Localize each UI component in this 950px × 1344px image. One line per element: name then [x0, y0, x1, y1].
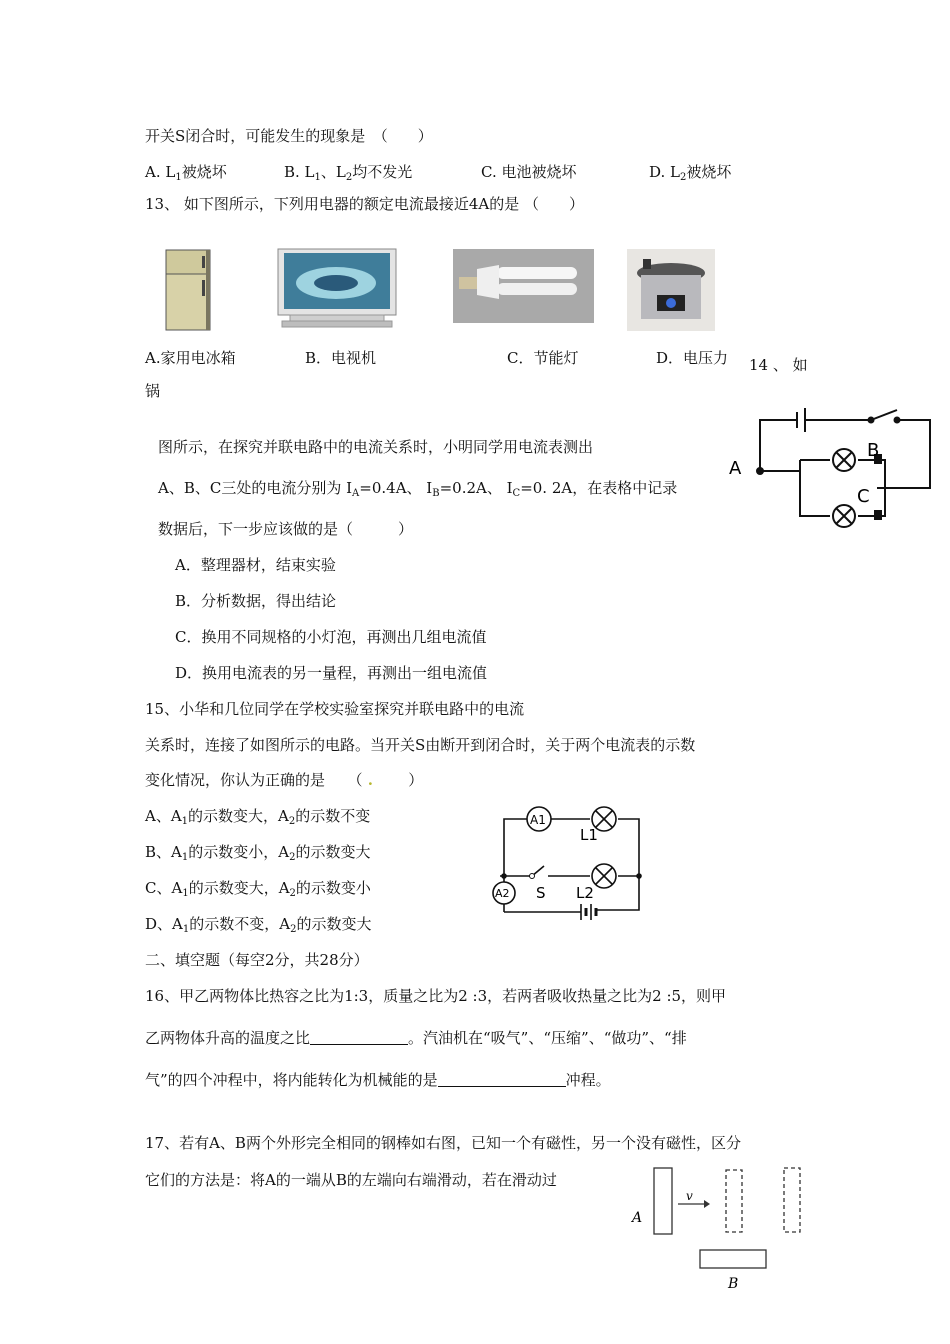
q14-label-a: A — [729, 458, 742, 479]
q14-option-b: B．分析数据，得出结论 — [175, 592, 337, 610]
q17-label-v: v — [686, 1189, 693, 1203]
q14-line2: A、B、C三处的电流分别为 $I_A=0.4A$、 $I_B=0.2A$、 $I_C=0$. 2A，在表格中记录 — [158, 479, 678, 499]
q17-label-b: B — [728, 1276, 739, 1292]
q17-steel-bars-diagram — [626, 1162, 814, 1298]
q13-option-d: D．电压力 — [656, 349, 729, 367]
q15-option-d: D、$A_1$的示数不变，$A_2$的示数变大 — [145, 915, 372, 935]
q15-label-l2: L2 — [576, 884, 594, 902]
q14-line1: 图所示，在探究并联电路中的电流关系时，小明同学用电流表测出 — [158, 438, 594, 456]
q14-option-a: A．整理器材，结束实验 — [175, 556, 336, 574]
q14-option-d: D．换用电流表的另一量程，再测出一组电流值 — [175, 664, 488, 682]
q16-blank-1[interactable] — [310, 1030, 408, 1045]
q12-stem: 开关S闭合时，可能发生的现象是 （ ） — [145, 127, 433, 145]
q16-line1: 16、甲乙两物体比热容之比为1:3，质量之比为2 :3，若两者吸收热量之比为2 :5，则甲 — [145, 987, 727, 1005]
q12-option-a: A. $L_1$被烧坏 — [145, 163, 227, 183]
q15-option-b: B、$A_1$的示数变小，$A_2$的示数变大 — [145, 843, 371, 863]
pressure-cooker-image — [627, 249, 715, 331]
q15-label-a1: A1 — [530, 813, 546, 827]
q15-option-c: C、$A_1$的示数变大，$A_2$的示数变小 — [145, 879, 371, 899]
section2-title: 二、填空题（每空2分，共28分） — [145, 951, 369, 969]
q14-option-c: C．换用不同规格的小灯泡，再测出几组电流值 — [175, 628, 487, 646]
q15-option-a: A、$A_1$的示数变大，$A_2$的示数不变 — [145, 807, 371, 827]
q12-option-d: D. $L_2$被烧坏 — [649, 163, 732, 183]
q14-label-b: B — [867, 440, 880, 461]
q15-label-l1: L1 — [580, 826, 598, 844]
q12-option-b: B. $L_1$、$L_2$均不发光 — [284, 163, 413, 183]
q15-label-a2: A2 — [495, 887, 510, 900]
q17-line1: 17、若有A、B两个外形完全相同的钢棒如右图，已知一个有磁性，另一个没有磁性，区分 — [145, 1134, 741, 1152]
q14-circuit-diagram — [725, 398, 937, 528]
q13-option-c: C．节能灯 — [507, 349, 579, 367]
q16-line3: 气”的四个冲程中，将内能转化为机械能的是 冲程。 — [145, 1071, 611, 1089]
q15-line3: 变化情况，你认为正确的是 （ . ） — [145, 771, 424, 789]
fridge-image — [164, 248, 212, 332]
q15-label-s: S — [536, 884, 546, 902]
q16-line2: 乙两物体升高的温度之比 。汽油机在“吸气”、“压缩”、“做功”、“排 — [145, 1029, 687, 1047]
q13-stem: 13、 如下图所示，下列用电器的额定电流最接近4A的是 （ ） — [145, 195, 585, 213]
q14-label-c: C — [857, 486, 870, 507]
q12-option-c: C. 电池被烧坏 — [481, 163, 577, 181]
q14-line3: 数据后，下一步应该做的是（ ） — [158, 520, 414, 538]
q15-circuit-diagram — [484, 800, 644, 922]
q13-option-a: A.家用电冰箱 — [145, 349, 236, 367]
q16-blank-2[interactable] — [438, 1072, 566, 1087]
q15-line2: 关系时，连接了如图所示的电路。当开关S由断开到闭合时，关于两个电流表的示数 — [145, 736, 696, 754]
q17-line2: 它们的方法是：将A的一端从B的左端向右端滑动，若在滑动过 — [145, 1171, 557, 1189]
q14-number: 14 、 如 — [749, 356, 808, 374]
q13-option-d-tail: 锅 — [145, 382, 161, 400]
q17-label-a: A — [632, 1210, 643, 1226]
q15-line1: 15、小华和几位同学在学校实验室探究并联电路中的电流 — [145, 700, 525, 718]
q13-option-b: B．电视机 — [305, 349, 377, 367]
cfl-lamp-image — [453, 249, 594, 323]
tv-image — [276, 247, 398, 329]
